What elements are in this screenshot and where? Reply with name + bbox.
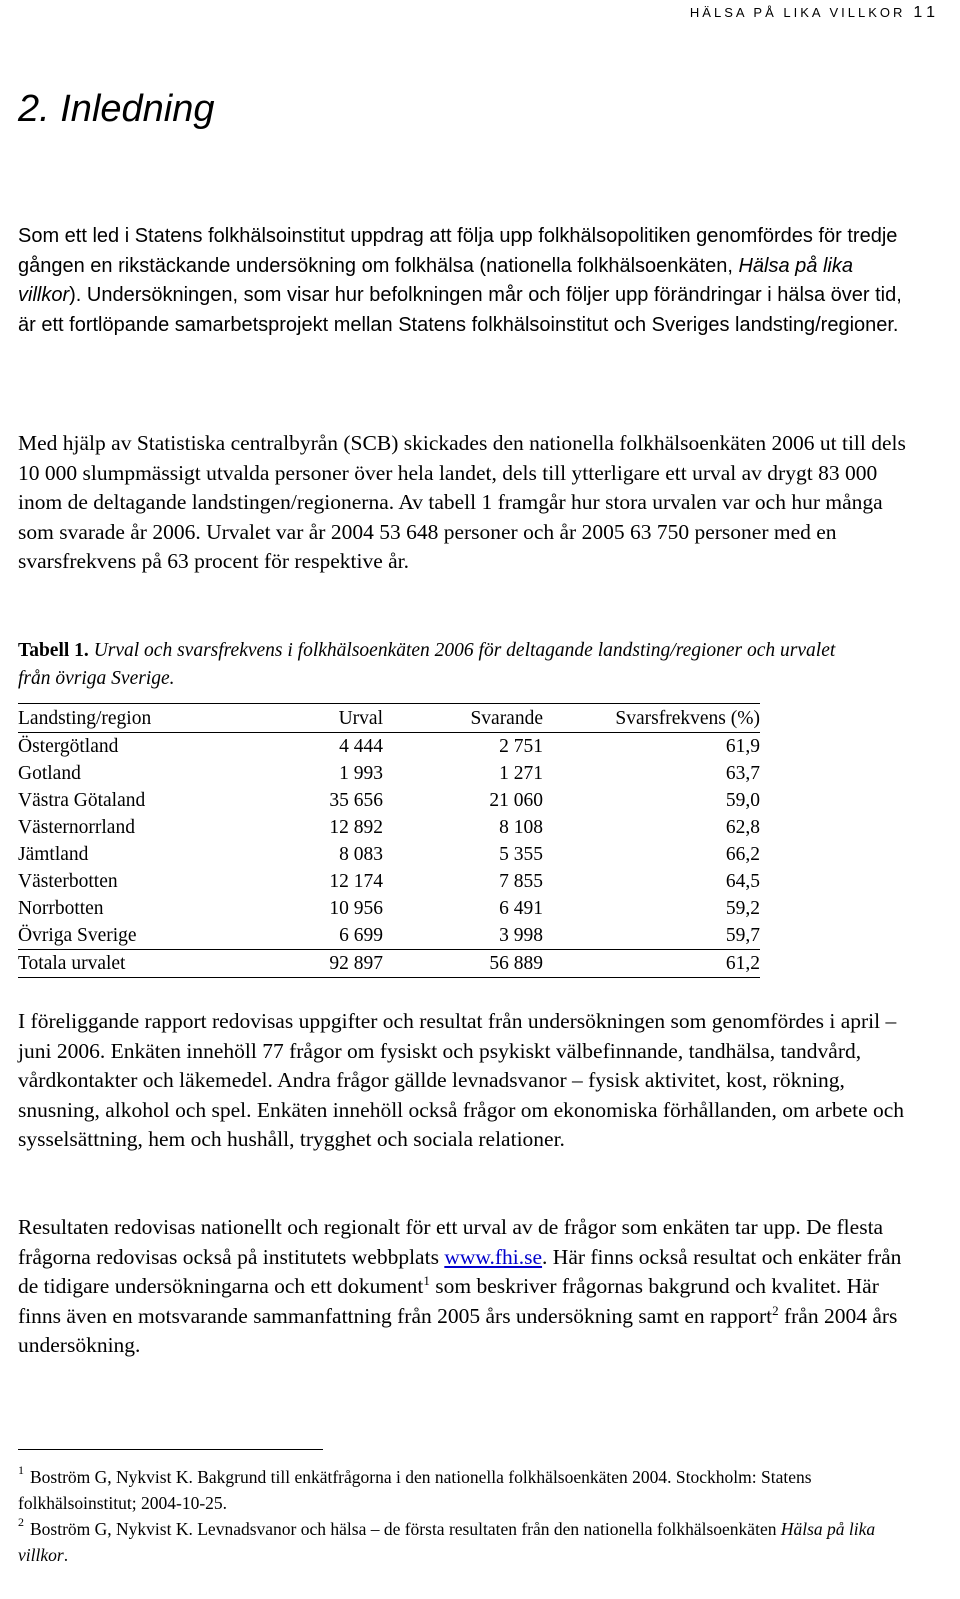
footnote-1: $^1$ Boström G, Nykvist K. Bakgrund till enkätfrågorna i den nationella folkhälsoenkäten 2004. Stockholm: Statens folkhälsoinstitut; 2004-10-25. <box>18 1463 812 1513</box>
table-cell: 6 699 <box>339 925 383 946</box>
column-header: Urval <box>298 704 383 733</box>
table-cell: 59,2 <box>725 898 760 919</box>
table-cell: Totala urvalet <box>18 950 298 978</box>
table-cell: 8 083 <box>339 844 383 865</box>
content-paragraph: I föreliggande rapport redovisas uppgifter och resultat från undersökningen som genomfördes i april – juni 2006. Enkäten innehöll 77 frågor om fysiskt och psykiskt välbefinnande, tandhälsa, tandvård, vårdkontakter och läkemedel. Andra frågor gällde levnadsvanor – fysisk aktivitet, kost, rökning, snusning, alkohol och spel. Enkäten innehöll också frågor om ekonomiska förhållanden, om arbete och sysselsättning, hem och hushåll, trygghet och sociala relationer. <box>18 1009 905 1152</box>
table-cell: Norrbotten <box>18 898 104 919</box>
table-cell: 35 656 <box>329 790 383 811</box>
footnote-divider <box>18 1449 323 1450</box>
table-cell: Jämtland <box>18 844 89 865</box>
table-cell: 59,0 <box>725 790 760 811</box>
table-cell: 64,5 <box>725 871 760 892</box>
table-cell: 61,2 <box>543 950 760 978</box>
table-cell: 6 491 <box>499 898 543 919</box>
page-number: 11 <box>913 4 940 21</box>
table-cell: Västerbotten <box>18 871 118 892</box>
table-cell: 3 998 <box>499 925 543 946</box>
footnote-ref-1: 1 <box>423 1273 430 1289</box>
column-header: Landsting/region <box>18 704 298 733</box>
table-row <box>18 868 760 895</box>
column-header: Svarande <box>383 704 543 733</box>
table-row <box>18 922 760 950</box>
results-paragraph: Resultaten redovisas nationellt och regionalt för ett urval av de frågor som enkäten tar upp. De flesta frågorna redovisas också på institutets webbplats www.fhi.se. Här finns också resultat och enkäter från de tidigare undersökningarna och ett dokument$^1$ som beskriver frågornas bakgrund och kvalitet. Här finns även en motsvarande sammanfattning från 2005 års undersökning samt en rapport$^2$ från 2004 års undersökning. <box>18 1215 902 1358</box>
table-total-row <box>18 950 760 978</box>
table-row <box>18 814 760 841</box>
running-title: HÄLSA PÅ LIKA VILLKOR <box>689 5 906 20</box>
footnote-2: $^2$ Boström G, Nykvist K. Levnadsvanor och hälsa – de första resultaten från den nationella folkhälsoenkäten Hälsa på lika villkor. <box>18 1515 876 1565</box>
column-header: Svarsfrekvens (%) <box>543 704 760 733</box>
table-row <box>18 733 760 761</box>
table-cell: 62,8 <box>725 817 760 838</box>
table-row <box>18 841 760 868</box>
sample-table <box>18 703 760 978</box>
table-row <box>18 760 760 787</box>
footnote-number: 1 <box>18 1463 24 1477</box>
table-row <box>18 787 760 814</box>
table-caption-text: Urval och svarsfrekvens i folkhälsoenkäten 2006 för deltagande landsting/regioner och urvalet från övriga Sverige. <box>18 640 836 689</box>
table-cell: 10 956 <box>329 898 383 919</box>
table-cell: 63,7 <box>725 763 760 784</box>
table-cell: Gotland <box>18 763 81 784</box>
table-cell: 1 993 <box>339 763 383 784</box>
table-cell: Övriga Sverige <box>18 925 137 946</box>
table-cell: Västernorrland <box>18 817 135 838</box>
footnote-number: 2 <box>18 1515 24 1529</box>
table-cell: 66,2 <box>725 844 760 865</box>
table-label: Tabell 1. <box>18 640 89 661</box>
table-cell: 12 892 <box>329 817 383 838</box>
table-cell: 21 060 <box>489 790 543 811</box>
table-cell: 4 444 <box>339 736 383 757</box>
table-cell: 92 897 <box>298 950 383 978</box>
table-header-row <box>18 704 760 733</box>
method-paragraph: Med hjälp av Statistiska centralbyrån (SCB) skickades den nationella folkhälsoenkäten 2006 ut till dels 10 000 slumpmässigt utvalda personer över hela landet, dels till ytterligare ett urval av drygt 83 000 inom de deltagande landstingen/regionerna. Av tabell 1 framgår hur stora urvalen var och hur många som svarade år 2006. Urvalet var år 2004 53 648 personer och år 2005 63 750 personer med en svarsfrekvens på 63 procent för respektive år. <box>18 431 906 574</box>
table-cell: 1 271 <box>499 763 543 784</box>
survey-name: Hälsa på lika villkor <box>18 254 853 307</box>
table-cell: 8 108 <box>499 817 543 838</box>
table-cell: 59,7 <box>725 925 760 946</box>
table-cell: 5 355 <box>499 844 543 865</box>
table-cell: 56 889 <box>383 950 543 978</box>
table-cell: Västra Götaland <box>18 790 146 811</box>
intro-paragraph: Som ett led i Statens folkhälsoinstitut uppdrag att följa upp folkhälsopolitiken genomfördes för tredje gången en rikstäckande undersökning om folkhälsa (nationella folkhälsoenkäten, Hälsa på lika villkor). Undersökningen, som visar hur befolkningen mår och följer upp förändringar i hälsa över tid, är ett fortlöpande samarbetsprojekt mellan Statens folkhälsoinstitut och Sveriges landsting/regioner. <box>18 225 902 336</box>
table-row <box>18 895 760 922</box>
chapter-title: 2. Inledning <box>18 88 215 130</box>
fhi-website-link[interactable]: www.fhi.se <box>444 1244 543 1269</box>
table-cell: Östergötland <box>18 736 119 757</box>
footnote-ref-2: 2 <box>772 1302 779 1318</box>
table-cell: 12 174 <box>329 871 383 892</box>
table-cell: 7 855 <box>499 871 543 892</box>
table-caption <box>18 637 868 693</box>
running-header <box>690 4 940 22</box>
table-cell: 2 751 <box>499 736 543 757</box>
table-cell: 61,9 <box>725 736 760 757</box>
